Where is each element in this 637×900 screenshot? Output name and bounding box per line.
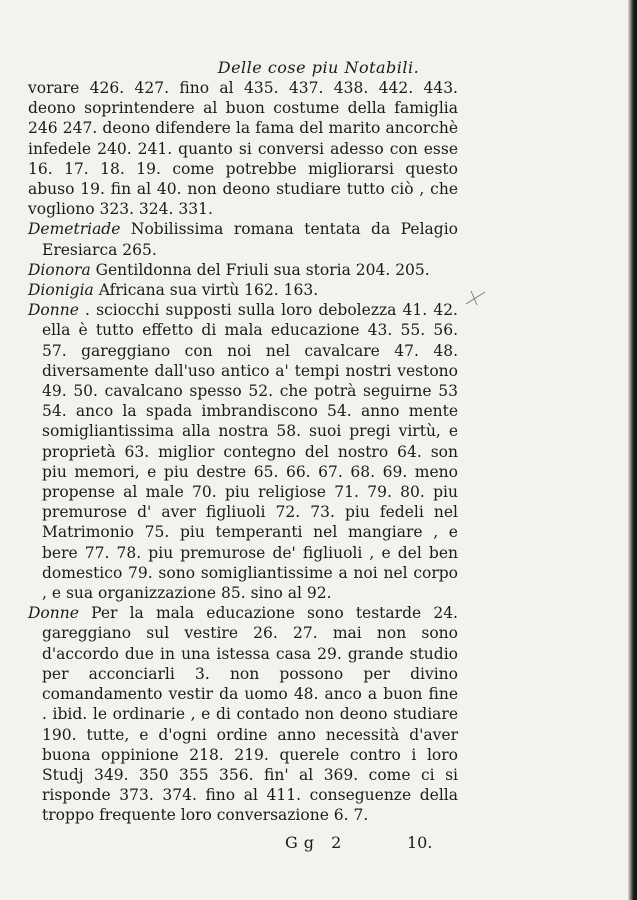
footer-number: 10. — [407, 833, 433, 852]
entry-text: Africana sua virtù 162. 163. — [93, 281, 319, 300]
entry-headword: Donne — [28, 604, 79, 623]
entry-headword: Dionora — [28, 260, 91, 279]
index-entry — [28, 603, 458, 825]
entry-text: vorare 426. 427. fino al 435. 437. 438. 442. 443. deono soprintendere al buon costume della famiglia 246 247. deono difendere la fama del marito ancorchè infedele 240. 241. quanto si conversi adesso con esse 16. 17. 18. 19. come potrebbe migliorarsi questo abuso 19. fin al 40. non deono studiare tutto ciò , che vogliono 323. 324. 331. — [28, 79, 458, 219]
index-entries — [28, 78, 458, 826]
index-entry — [28, 280, 458, 300]
binding-edge — [628, 0, 637, 900]
running-head: Delle cose piu Notabili. — [217, 58, 420, 77]
index-entry — [28, 300, 458, 603]
index-entry-continuation — [28, 78, 458, 219]
index-entry — [28, 260, 458, 280]
index-entry — [28, 219, 458, 259]
entry-text: Gentildonna del Friuli sua storia 204. 205. — [90, 260, 430, 279]
page-footer — [0, 833, 637, 853]
entry-headword: Demetriade — [28, 220, 121, 239]
signature-mark: Gg 2 — [285, 833, 348, 852]
pencil-mark-icon — [463, 288, 489, 308]
entry-headword: Donne — [28, 301, 79, 320]
entry-text: Nobilissima romana tentata da Pelagio Eresiarca 265. — [42, 220, 458, 259]
entry-headword: Dionigia — [28, 281, 94, 300]
entry-text: Per la mala educazione sono testarde 24. gareggiano sul vestire 26. 27. mai non sono d'accordo due in una istessa casa 29. grande studio per acconciarli 3. non possono per divino comandamento vestir da uomo 48. anco a buon fine . ibid. le ordinarie , e di contado non deono studiare 190. tutte, e d'ogni ordine anno necessità d'aver buona oppinione 218. 219. querele contro i loro Studj 349. 350 355 356. fin' al 369. come ci si risponde 373. 374. fino al 411. conseguenze della troppo frequente loro conversazione 6. 7. — [42, 604, 458, 825]
entry-text: . sciocchi supposti sulla loro debolezza 41. 42. ella è tutto effetto di mala educazione 43. 55. 56. 57. gareggiano con noi nel cavalcare 47. 48. diversamente dall'uso antico a' tempi nostri vestono 49. 50. cavalcano spesso 52. che potrà seguirne 53 54. anco la spada imbrandiscono 54. anno mente somigliantissima alla nostra 58. suoi pregi virtù, e proprietà 63. miglior contegno del nostro 64. son piu memori, e piu destre 65. 66. 67. 68. 69. meno propense al male 70. piu religiose 71. 79. 80. piu premurose d' aver figliuoli 72. 73. piu fedeli nel Matrimonio 75. piu temperanti nel mangiare , e bere 77. 78. piu premurose de' figliuoli , e del ben domestico 79. sono somigliantissime a noi nel corpo , e sua organizzazione 85. sino al 92. — [42, 301, 458, 603]
